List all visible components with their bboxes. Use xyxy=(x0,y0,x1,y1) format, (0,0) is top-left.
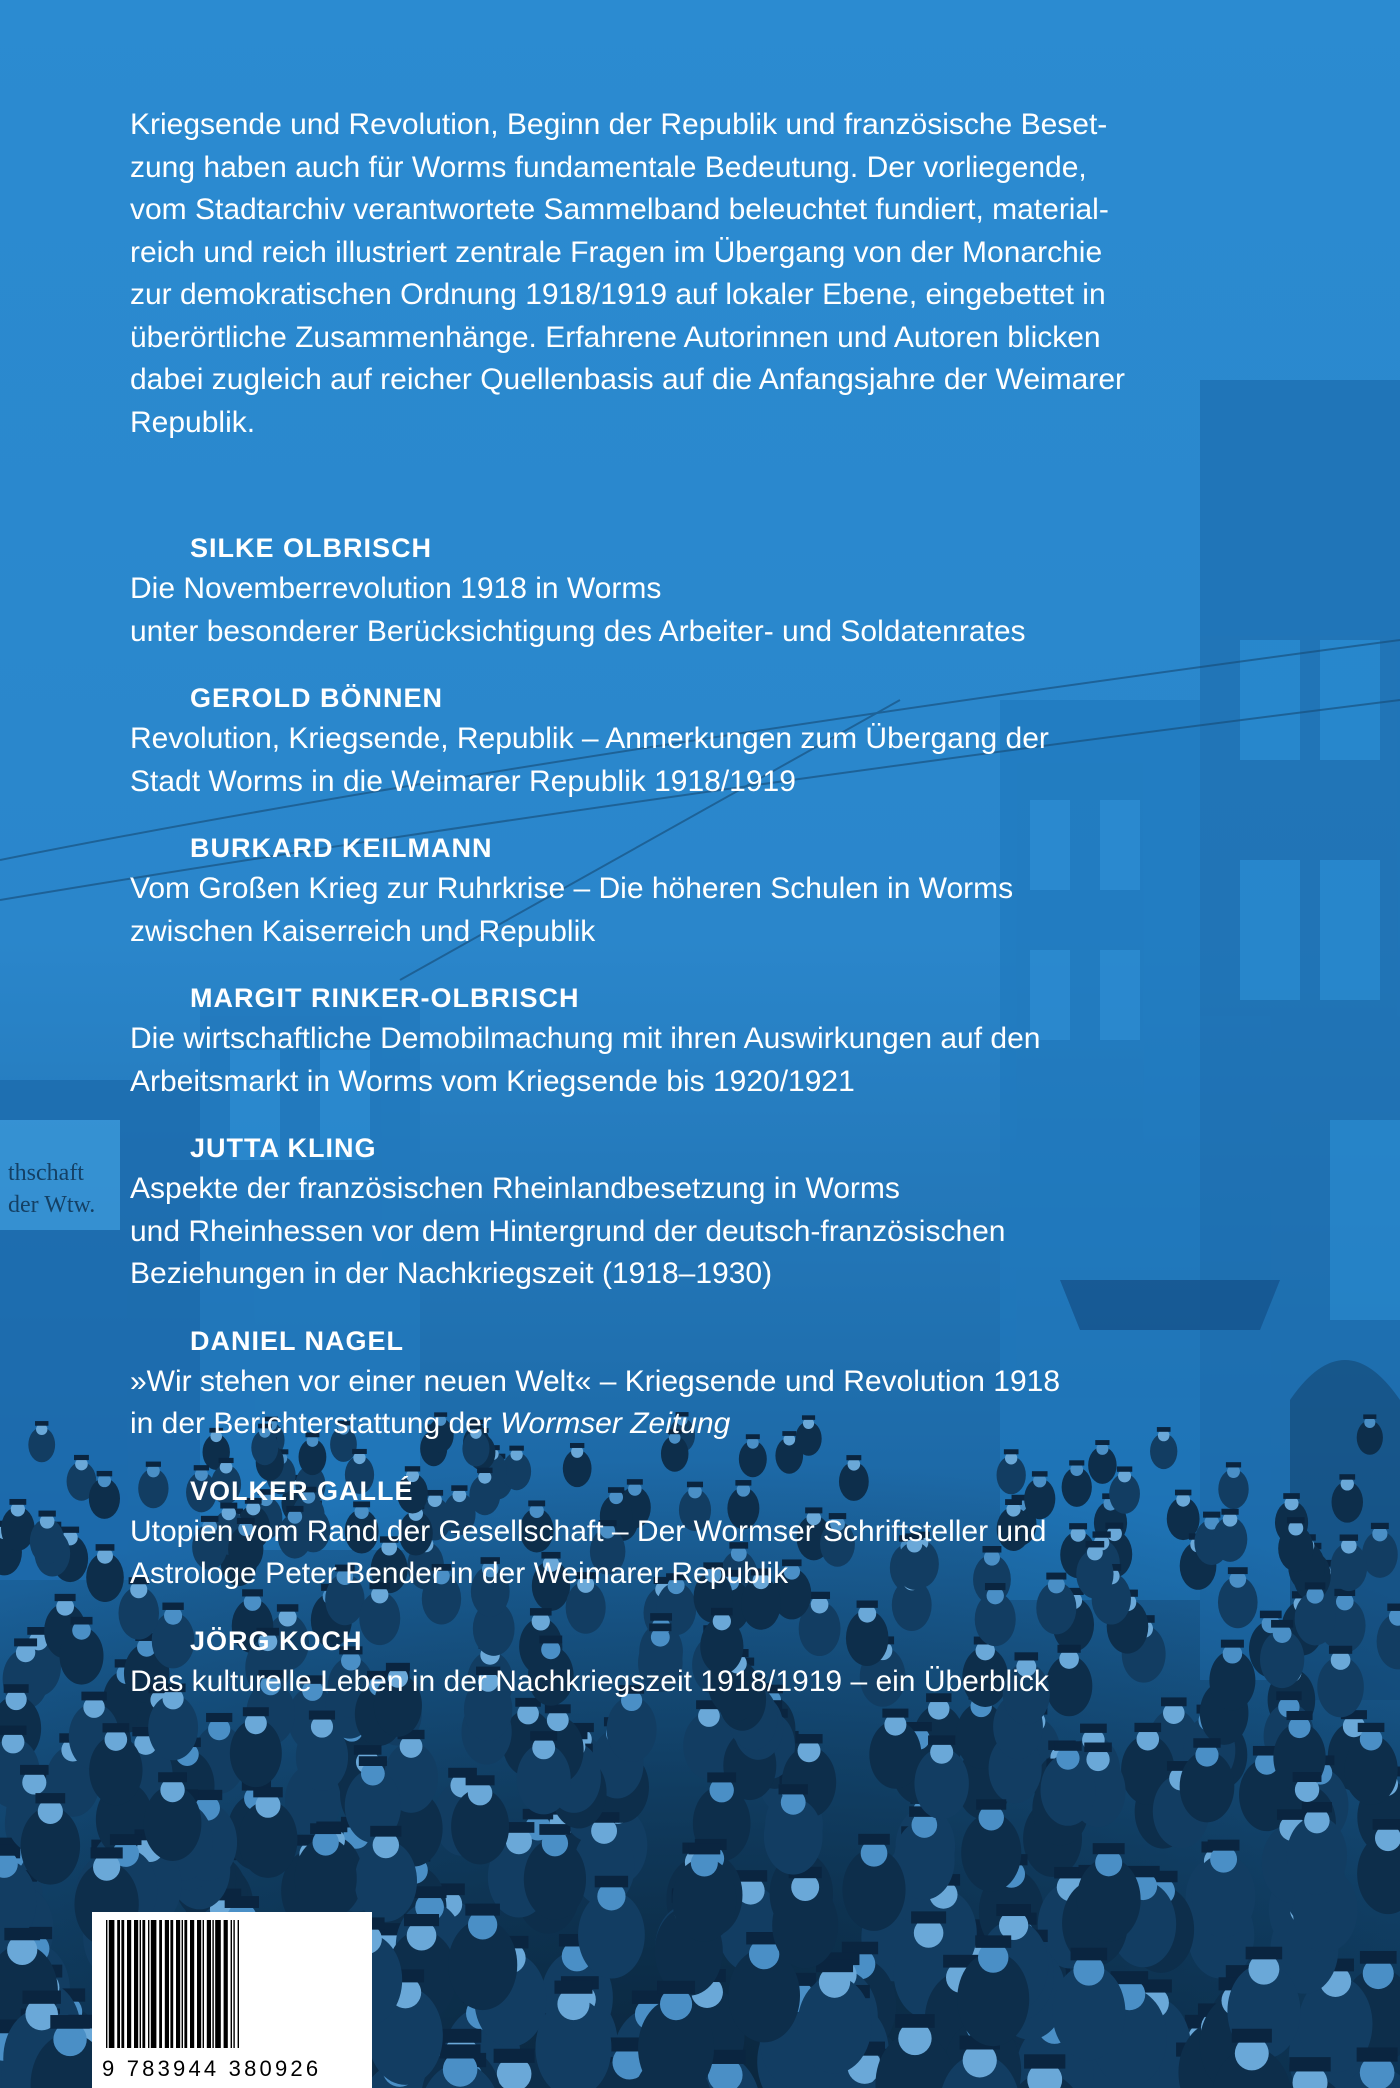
barcode-bar xyxy=(117,1920,120,2048)
crowd-cap xyxy=(1373,1819,1400,1830)
barcode-bar xyxy=(233,1920,234,2048)
crowd-cap xyxy=(1208,1840,1240,1851)
barcode-bar xyxy=(203,1920,204,2048)
blurb xyxy=(130,104,1270,444)
article-title-line: und Rheinhessen vor dem Hintergrund der deutsch-französischen xyxy=(130,1214,1006,1248)
author-name: JUTTA KLING xyxy=(190,1133,377,1163)
crowd-cap xyxy=(975,1935,1011,1947)
barcode-bar xyxy=(106,1920,107,2048)
barcode-bar xyxy=(231,1920,232,2048)
crowd-cap xyxy=(1363,1414,1376,1419)
barcode-bar xyxy=(238,1920,239,2048)
crowd-cap xyxy=(61,1527,79,1533)
crowd-cap xyxy=(440,2044,481,2058)
blurb-line: dabei zugleich auf reicher Quellenbasis auf die Anfangsjahre der Weimarer xyxy=(130,363,1126,396)
blurb-line: vom Stadtarchiv verantwortete Sammelband beleuchtet fundiert, material- xyxy=(130,193,1109,226)
crowd-cap xyxy=(1302,1802,1332,1812)
newspaper-title: Wormser Zeitung xyxy=(500,1407,731,1440)
author-name: DANIEL NAGEL xyxy=(190,1325,405,1356)
author-name: MARGIT RINKER-OLBRISCH xyxy=(190,983,580,1013)
crowd-cap xyxy=(976,1799,1006,1809)
crowd-cap xyxy=(1084,1743,1112,1753)
crowd-cap xyxy=(911,1911,946,1923)
crowd-cap xyxy=(1387,1604,1400,1611)
barcode-bars xyxy=(106,1920,358,2048)
crowd-cap xyxy=(1232,2029,1272,2043)
crowd-cap xyxy=(595,1876,628,1888)
crowd-cap xyxy=(91,1847,123,1858)
crowd-cap xyxy=(996,1904,1031,1916)
crowd-cap xyxy=(359,1756,387,1766)
article-title-line: Stadt Worms in die Weimarer Republik 1918/1919 xyxy=(130,764,796,798)
barcode-bar xyxy=(197,1920,201,2048)
crowd-cap xyxy=(928,1735,955,1744)
crowd-cap xyxy=(895,2014,934,2028)
shop-sign-line-1: thschaft xyxy=(8,1160,84,1186)
crowd-cap xyxy=(4,1684,29,1693)
crowd-cap xyxy=(96,1544,115,1551)
crowd-cap xyxy=(554,1981,592,1994)
author-name: GEROLD BÖNNEN xyxy=(190,683,444,713)
barcode-bar xyxy=(127,1920,131,2048)
barcode-bar xyxy=(140,1920,141,2048)
contents-entry xyxy=(130,1621,1290,1704)
crowd-cap xyxy=(707,1772,736,1782)
crowd-cap xyxy=(370,1826,401,1837)
crowd-cap xyxy=(1093,1843,1125,1854)
barcode-bar xyxy=(212,1920,213,2048)
article-title-line: Aspekte der französischen Rheinlandbesetzung in Worms xyxy=(130,1172,900,1205)
blurb-line: Kriegsende und Revolution, Beginn der Republik und französische Beset- xyxy=(130,108,1108,141)
blurb-line: reich und reich illustriert zentrale Fragen im Übergang von der Monarchie xyxy=(130,235,1103,269)
contents-entry xyxy=(130,978,1290,1103)
barcode-bar xyxy=(134,1920,138,2048)
article-title-line: Die Novemberrevolution 1918 in Worms xyxy=(130,572,662,605)
isbn-digits: 9 783944 380926 xyxy=(102,2056,322,2081)
crowd-cap xyxy=(779,1784,808,1794)
crowd-cap xyxy=(225,1896,259,1908)
contents-entry xyxy=(130,1321,1290,1446)
barcode-bar xyxy=(121,1920,124,2048)
barcode-bar xyxy=(142,1920,145,2048)
crowd-cap xyxy=(0,1845,20,1856)
article-title-line: Vom Großen Krieg zur Ruhrkrise – Die höheren Schulen in Worms xyxy=(130,872,1014,905)
article-title-line: Revolution, Kriegsende, Republik – Anmerkungen zum Übergang der xyxy=(130,722,1049,755)
crowd-cap xyxy=(35,1421,48,1426)
crowd-cap xyxy=(38,1511,55,1517)
blurb-line: zung haben auch für Worms fundamentale Bedeutung. Der vorliegende, xyxy=(130,150,1087,184)
barcode-bar xyxy=(207,1920,211,2048)
crowd-cap xyxy=(1246,1947,1283,1960)
crowd-cap xyxy=(1305,1582,1325,1589)
crowd-cap xyxy=(354,1745,382,1755)
barcode-bar xyxy=(190,1920,194,2048)
article-title-line: Utopien vom Rand der Gesellschaft – Der Wormser Schriftsteller und xyxy=(130,1514,1047,1548)
crowd-cap xyxy=(1371,1523,1389,1529)
author-name: JÖRG KOCH xyxy=(190,1625,363,1656)
crowd-cap xyxy=(50,2015,90,2029)
barcode-bar xyxy=(224,1920,228,2048)
crowd-cap xyxy=(81,1692,106,1701)
crowd-cap xyxy=(1339,1474,1355,1479)
barcode-bar xyxy=(165,1920,169,2048)
crowd-cap xyxy=(9,1499,26,1505)
article-title-line xyxy=(130,1403,1290,1446)
contents-entry xyxy=(130,528,1290,653)
crowd-cap xyxy=(1024,2054,1065,2068)
crowd-cap xyxy=(1329,1646,1352,1654)
crowd-cap xyxy=(1360,1951,1397,1964)
shop-sign-line-2: der Wtw. xyxy=(8,1192,96,1218)
crowd-cap xyxy=(55,1594,76,1601)
crowd-cap xyxy=(413,1886,447,1898)
crowd-cap xyxy=(494,2049,535,2063)
contents-entry xyxy=(130,1471,1290,1596)
author-name: BURKARD KEILMANN xyxy=(190,833,493,863)
isbn-barcode xyxy=(92,1912,372,2088)
crowd-cap xyxy=(1357,2047,1398,2061)
barcode-bar xyxy=(215,1920,221,2048)
barcode-bar xyxy=(184,1920,187,2048)
crowd-cap xyxy=(795,1734,822,1743)
blurb-line: zur demokratischen Ordnung 1918/1919 auf lokaler Ebene, eingebettet in xyxy=(130,278,1106,311)
crowd-cap xyxy=(1193,1738,1220,1747)
crowd-cap xyxy=(404,1914,439,1926)
crowd-cap xyxy=(35,1793,65,1803)
crowd-cap xyxy=(441,2029,481,2043)
crowd-cap xyxy=(688,1843,720,1854)
crowd-cap xyxy=(20,1765,49,1775)
article-title-line: unter besonderer Berücksichtigung des Arbeiter- und Soldatenrates xyxy=(130,614,1026,648)
crowd-cap xyxy=(0,1726,26,1735)
crowd-cap xyxy=(858,1834,890,1845)
crowd-cap xyxy=(1293,1772,1322,1782)
barcode-bar xyxy=(151,1920,157,2048)
blurb-line: überörtliche Zusammenhänge. Erfahrene Autorinnen und Autoren blicken xyxy=(130,320,1101,354)
article-title-line: Arbeitsmarkt in Worms vom Kriegsende bis 1920/1921 xyxy=(130,1064,855,1098)
crowd-cap xyxy=(466,1775,495,1785)
author-name: SILKE OLBRISCH xyxy=(190,533,433,563)
crowd-cap xyxy=(22,1991,60,2004)
barcode-bar xyxy=(159,1920,162,2048)
barcode-bar xyxy=(148,1920,149,2048)
blurb-line: Republik. xyxy=(130,405,256,439)
crowd-cap xyxy=(1289,2057,1330,2071)
crowd-cap xyxy=(71,1617,93,1625)
barcode-bar xyxy=(170,1920,173,2048)
barcode-bar xyxy=(182,1920,183,2048)
crowd-cap xyxy=(1286,1711,1312,1720)
crowd-cap xyxy=(74,1455,89,1460)
article-title-prefix: in der Berichterstattung der xyxy=(130,1407,501,1440)
crowd-cap xyxy=(158,1772,187,1782)
crowd-cap xyxy=(110,1834,142,1845)
crowd-cap xyxy=(1071,1948,1108,1961)
article-title-line: Das kulturelle Leben in der Nachkriegszeit 1918/1919 – ein Überblick xyxy=(130,1664,1049,1698)
crowd-cap xyxy=(253,1787,282,1797)
crowd-cap xyxy=(465,1904,500,1916)
article-title-line: zwischen Kaiserreich und Republik xyxy=(130,914,596,948)
crowd-cap xyxy=(310,1823,341,1834)
contents-entry xyxy=(130,1128,1290,1296)
contents-entry xyxy=(130,828,1290,953)
article-title-line: »Wir stehen vor einer neuen Welt« – Kriegsende und Revolution 1918 xyxy=(130,1364,1061,1398)
table-of-contents xyxy=(130,528,1290,1728)
author-name: VOLKER GALLÉ xyxy=(190,1475,414,1506)
crowd-cap xyxy=(97,1471,113,1476)
article-title-line: Beziehungen in der Nachkriegszeit (1918–1930) xyxy=(130,1257,773,1290)
contents-entry xyxy=(130,678,1290,803)
crowd-cap xyxy=(530,1731,557,1740)
article-title-line: Astrologe Peter Bender in der Weimarer Republik xyxy=(130,1557,789,1590)
barcode-bar xyxy=(176,1920,180,2048)
crowd-cap xyxy=(657,1981,695,1994)
crowd-cap xyxy=(103,1723,130,1732)
crowd-cap xyxy=(4,1928,40,1940)
barcode-bar xyxy=(109,1920,115,2048)
crowd-cap xyxy=(539,1824,570,1835)
article-title-line: Die wirtschaftliche Demobilmachung mit ihren Auswirkungen auf den xyxy=(130,1022,1041,1055)
crowd-cap xyxy=(1340,1534,1358,1540)
crowd-cap xyxy=(14,1638,37,1646)
crowd-cap xyxy=(1358,1723,1385,1732)
crowd-cap xyxy=(1054,1741,1081,1751)
